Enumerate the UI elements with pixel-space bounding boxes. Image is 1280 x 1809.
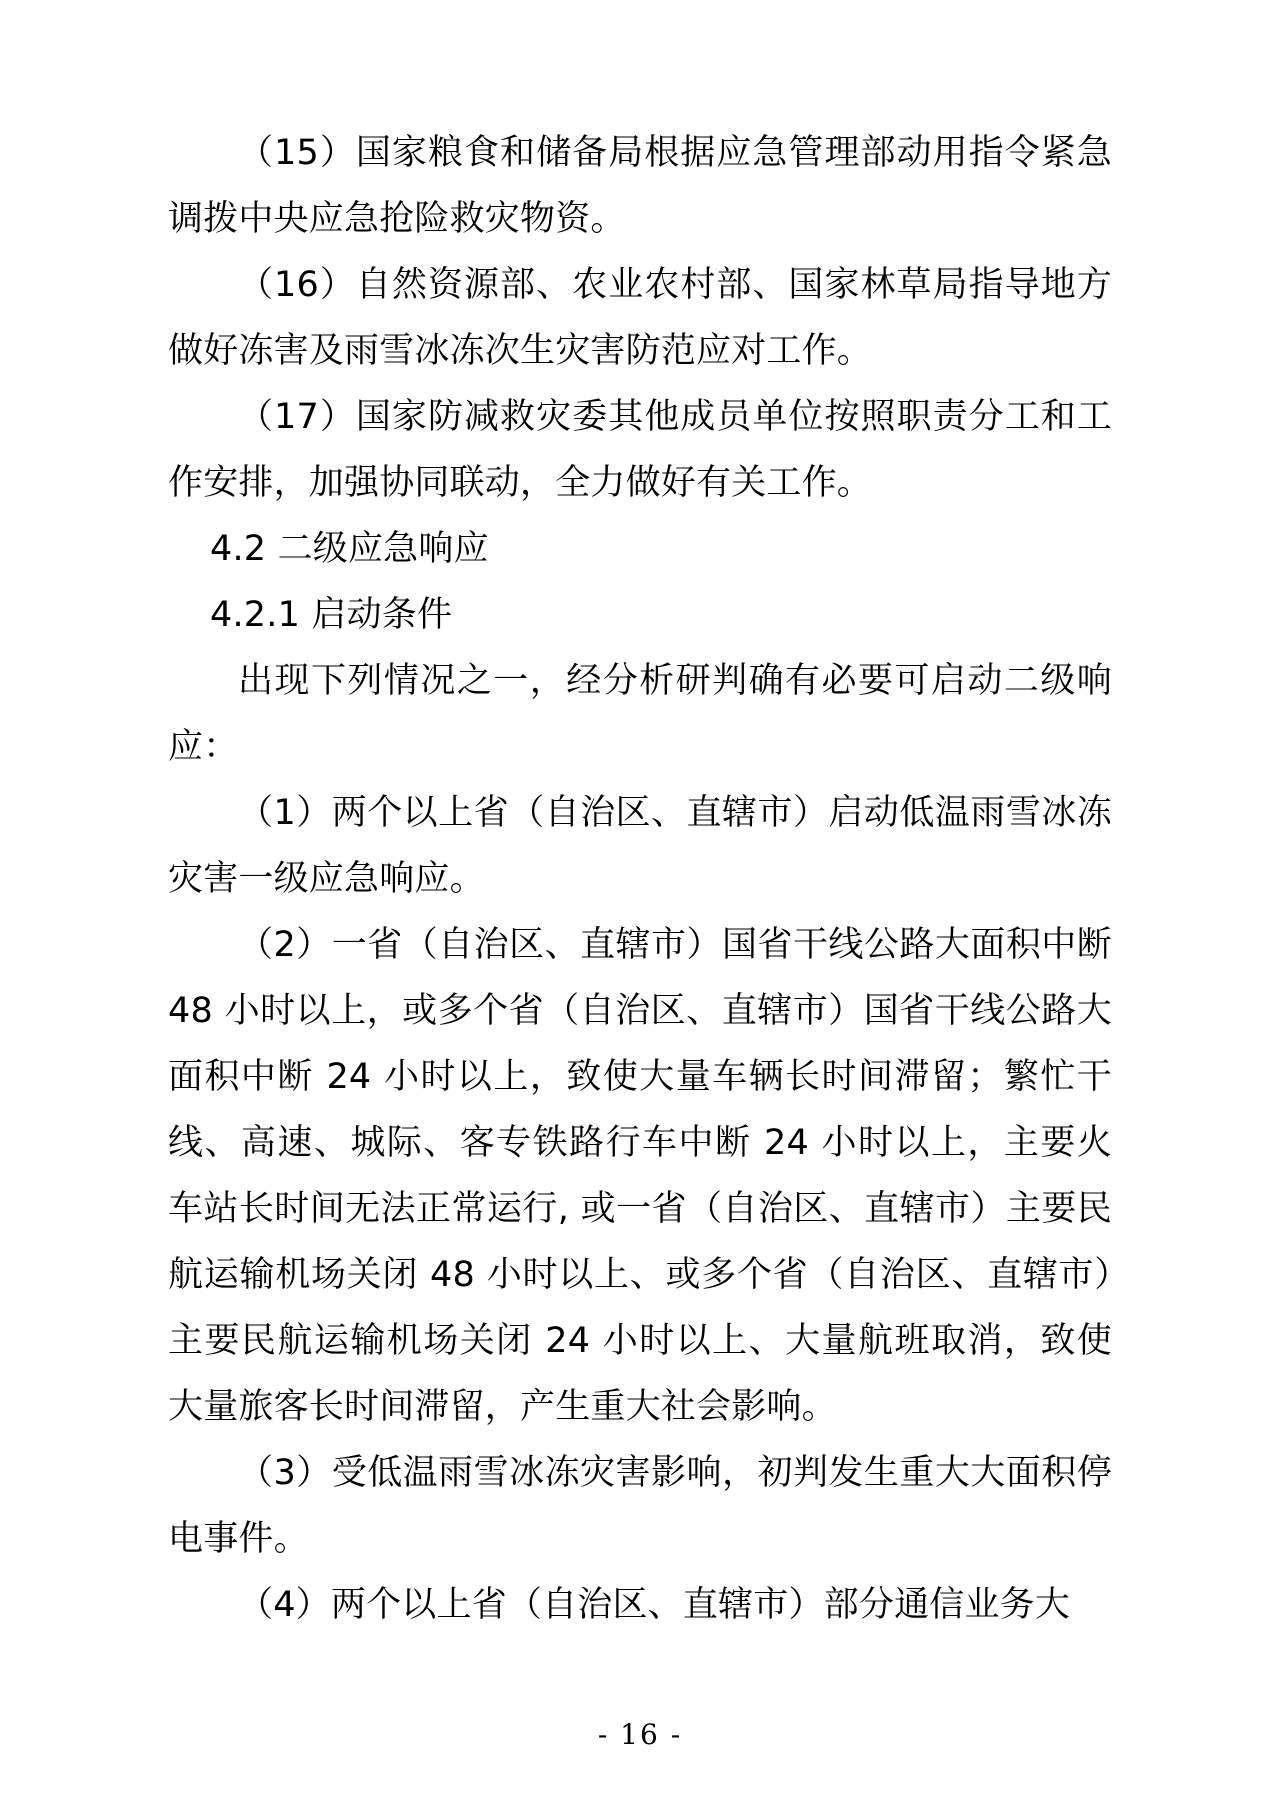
page-number: - 16 - [597,1718,683,1751]
document-body [168,120,1112,1638]
paragraph-item-17: （17）国家防减救灾委其他成员单位按照职责分工和工作安排，加强协同联动，全力做好有关工作。 [168,397,1112,503]
paragraph-intro: 出现下列情况之一，经分析研判确有必要可启动二级响应： [168,661,1112,767]
paragraph-cond-4: （4）两个以上省（自治区、直辖市）部分通信业务大 [238,1585,1071,1625]
paragraph-cond-1: （1）两个以上省（自治区、直辖市）启动低温雨雪冰冻灾害一级应急响应。 [168,793,1112,899]
paragraph-item-16: （16）自然资源部、农业农村部、国家林草局指导地方做好冻害及雨雪冰冻次生灾害防范应对工作。 [168,265,1112,371]
paragraph-section-4-2: 4.2 二级应急响应 [210,529,489,569]
paragraph-cond-2: （2）一省（自治区、直辖市）国省干线公路大面积中断 48 小时以上，或多个省（自治区、直辖市）国省干线公路大面积中断 24 小时以上，致使大量车辆长时间滞留；繁忙干线、高速、城际、客专铁路行车中断 24 小时以上，主要火车站长时间无法正常运行, 或一省（自治区、直辖市）主要民航运输机场关闭 48 小时以上、或多个省（自治区、直辖市）主要民航运输机场关闭 24 小时以上、大量航班取消，致使大量旅客长时间滞留，产生重大社会影响。 [168,925,1112,1427]
paragraph-section-4-2-1: 4.2.1 启动条件 [210,595,453,635]
paragraph-cond-3: （3）受低温雨雪冰冻灾害影响，初判发生重大大面积停电事件。 [168,1453,1112,1559]
paragraph-item-15: （15）国家粮食和储备局根据应急管理部动用指令紧急调拨中央应急抢险救灾物资。 [168,133,1112,239]
